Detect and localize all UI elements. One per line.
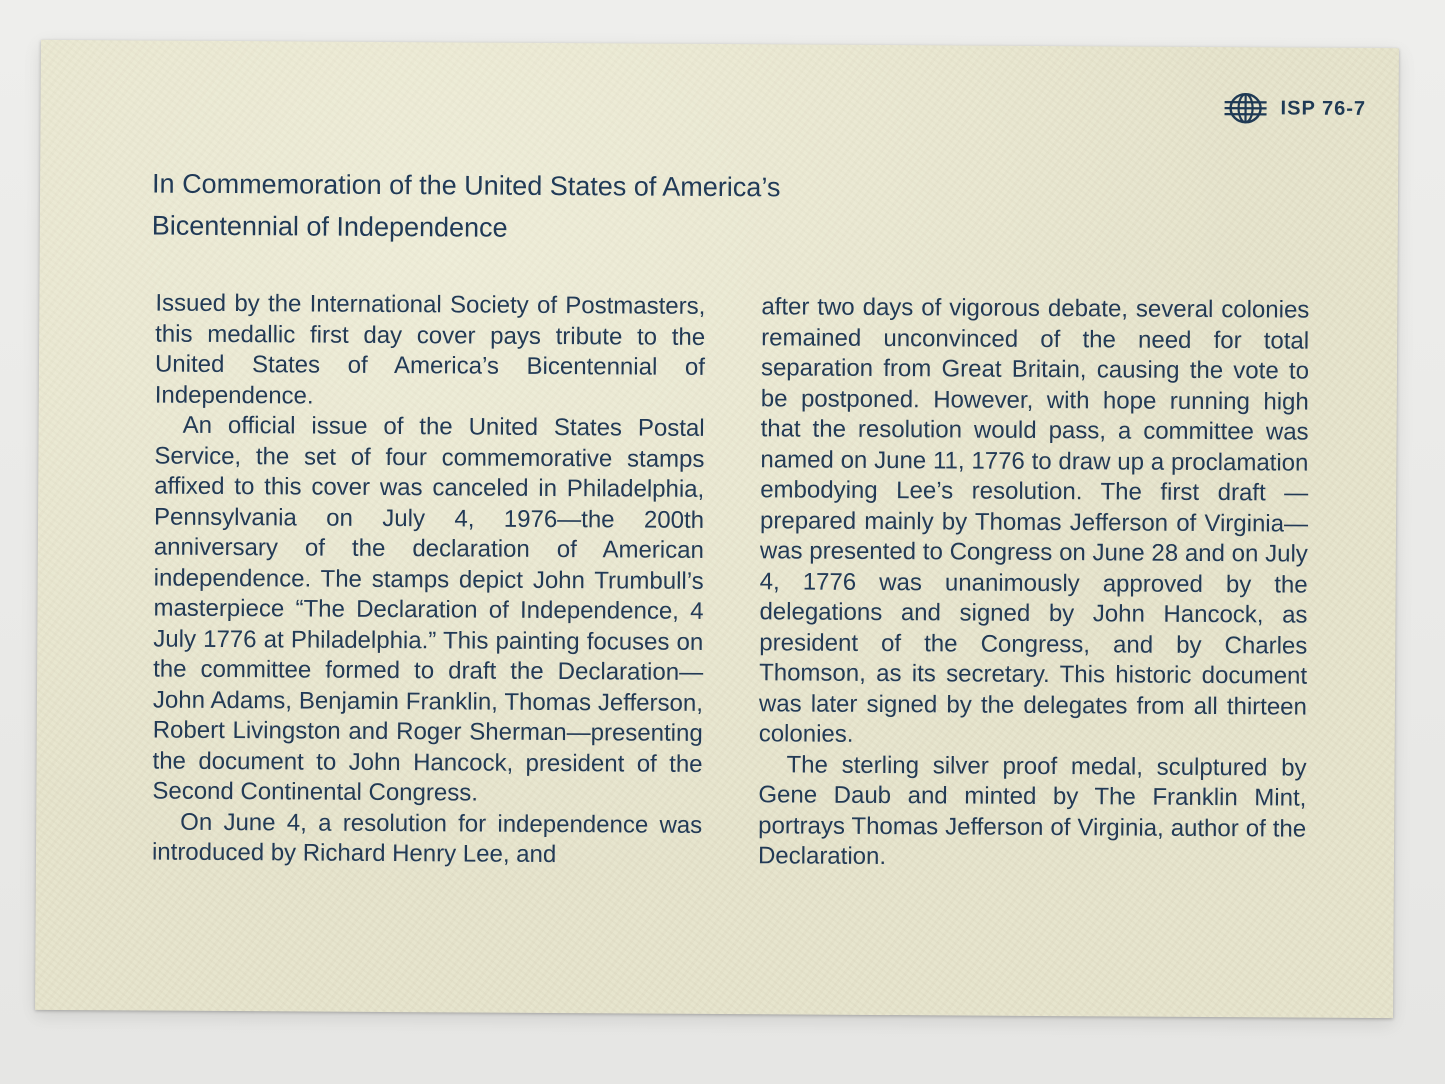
paragraph-official-issue: An official issue of the United States Postal Service, the set of four commemorative stamps affixed to this cover was canceled in Philadelphia, Pennsylvania on July 4, 1976—the 200th anniversary of the declaration of American independence. The stamps depict John Trumbull’s masterpiece “The Declaration of Independence, 4 July 1776 at Philadelphia.” This painting focuses on the committee formed to draft the Declaration—John Adams, Benjamin Franklin, Thomas Jefferson, Robert Livingston and Roger Sherman—presenting the document to John Hancock, president of the Second Continental Congress. — [152, 411, 705, 807]
paragraph-intro: Issued by the International Society of Postmasters, this medallic first day cover pays tribute to the United States of America’s Bicentennial of Independence. — [154, 289, 706, 410]
globe-icon — [1222, 91, 1268, 125]
paragraph-resolution-start: On June 4, a resolution for independence was introduced by Richard Henry Lee, and — [151, 808, 703, 869]
isp-code: ISP 76-7 — [1280, 96, 1367, 120]
title-line-2: Bicentennial of Independence — [151, 210, 508, 243]
right-column — [758, 292, 1310, 875]
isp-logo — [1222, 91, 1366, 126]
first-day-cover-insert-card — [35, 40, 1399, 1018]
left-column — [152, 289, 706, 872]
paragraph-resolution-continued: after two days of vigorous debate, several colonies remained unconvinced of the need for total separation from Great Britain, causing the vote to be postponed. However, with hope running high that the resolution would pass, a committee was named on June 11, 1776 to draw up a proclamation embodying Lee’s resolution. The first draft —prepared mainly by Thomas Jefferson of Virginia—was presented to Congress on June 28 and on July 4, 1776 was unanimously approved by the delegations and signed by John Hancock, as president of the Congress, and by Charles Thomson, as its secretary. This historic document was later signed by the delegates from all thirteen colonies. — [758, 293, 1310, 748]
paragraph-medal: The sterling silver proof medal, sculptured by Gene Daub and minted by The Franklin Mint, portrays Thomas Jefferson of Virginia, author of the Declaration. — [757, 750, 1307, 871]
page-title — [152, 163, 1052, 252]
title-line-1: In Commemoration of the United States of America’s — [152, 168, 781, 203]
